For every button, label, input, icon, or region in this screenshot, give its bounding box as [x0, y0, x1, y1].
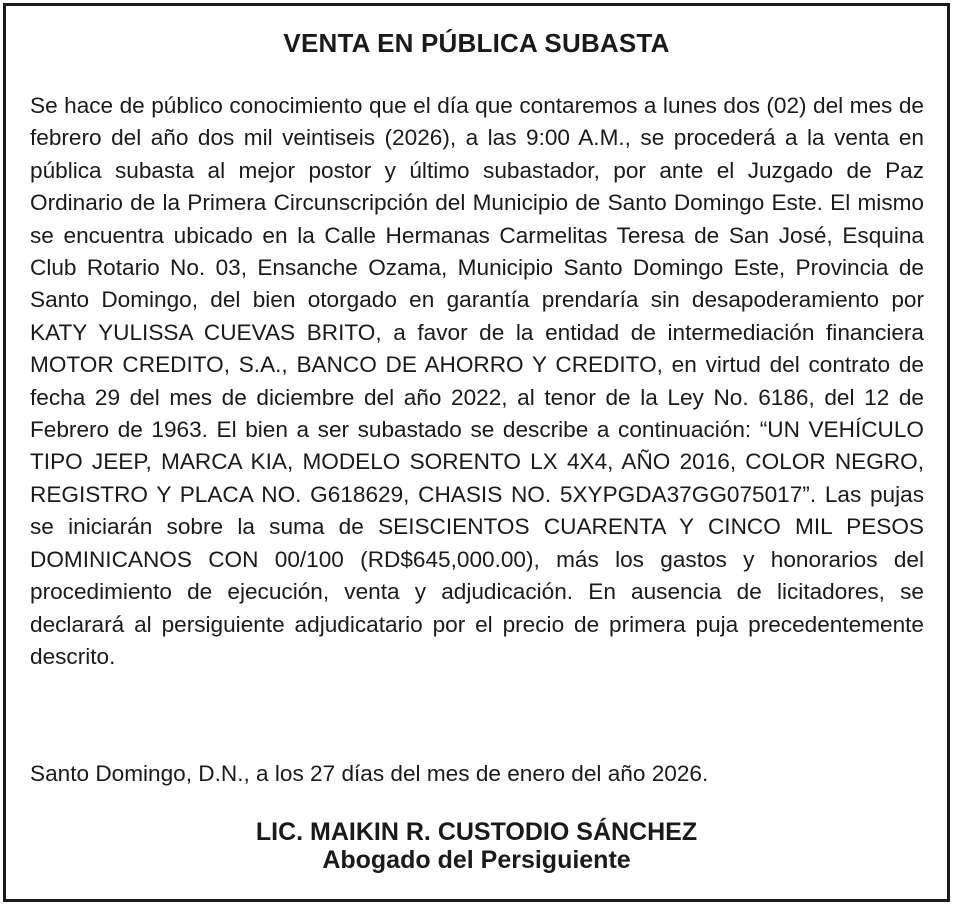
legal-notice — [3, 3, 950, 902]
notice-title: VENTA EN PÚBLICA SUBASTA — [283, 28, 670, 58]
signature-block — [6, 818, 947, 874]
notice-body: Se hace de público conocimiento que el día que contaremos a lunes dos (02) del mes de febrero del año dos mil veintiseis (2026), a las 9:00 A.M., se procederá a la venta en pública subasta al mejor postor y último subastador, por ante el Juzgado de Paz Ordinario de la Primera Circunscripción del Municipio de Santo Domingo Este. El mismo se encuentra ubicado en la Calle Hermanas Carmelitas Teresa de San José, Esquina Club Rotario No. 03, Ensanche Ozama, Municipio Santo Domingo Este, Provincia de Santo Domingo, del bien otorgado en garantía prendaría sin desapoderamiento por KATY YULISSA CUEVAS BRITO, a favor de la entidad de intermediación financiera MOTOR CREDITO, S.A., BANCO DE AHORRO Y CREDITO, en virtud del contrato de fecha 29 del mes de diciembre del año 2022, al tenor de la Ley No. 6186, del 12 de Febrero de 1963. El bien a ser subastado se describe a continuación: “UN VEHÍCULO TIPO JEEP, MARCA KIA, MODELO SORENTO LX 4X4, AÑO 2016, COLOR NEGRO, REGISTRO Y PLACA NO. G618629, CHASIS NO. 5XYPGDA37GG075017”. Las pujas se iniciarán sobre la suma de SEISCIENTOS CUARENTA Y CINCO MIL PESOS DOMINICANOS CON 00/100 (RD$645,000.00), más los gastos y honorarios del procedimiento de ejecución, venta y adjudicación. En ausencia de licitadores, se declarará al persiguiente adjudicatario por el precio de primera puja precedentemente descrito. — [30, 93, 924, 669]
signature-role: Abogado del Persiguiente — [322, 846, 631, 874]
notice-date-line: Santo Domingo, D.N., a los 27 días del mes de enero del año 2026. — [30, 761, 709, 786]
signature-name: LIC. MAIKIN R. CUSTODIO SÁNCHEZ — [255, 818, 698, 846]
